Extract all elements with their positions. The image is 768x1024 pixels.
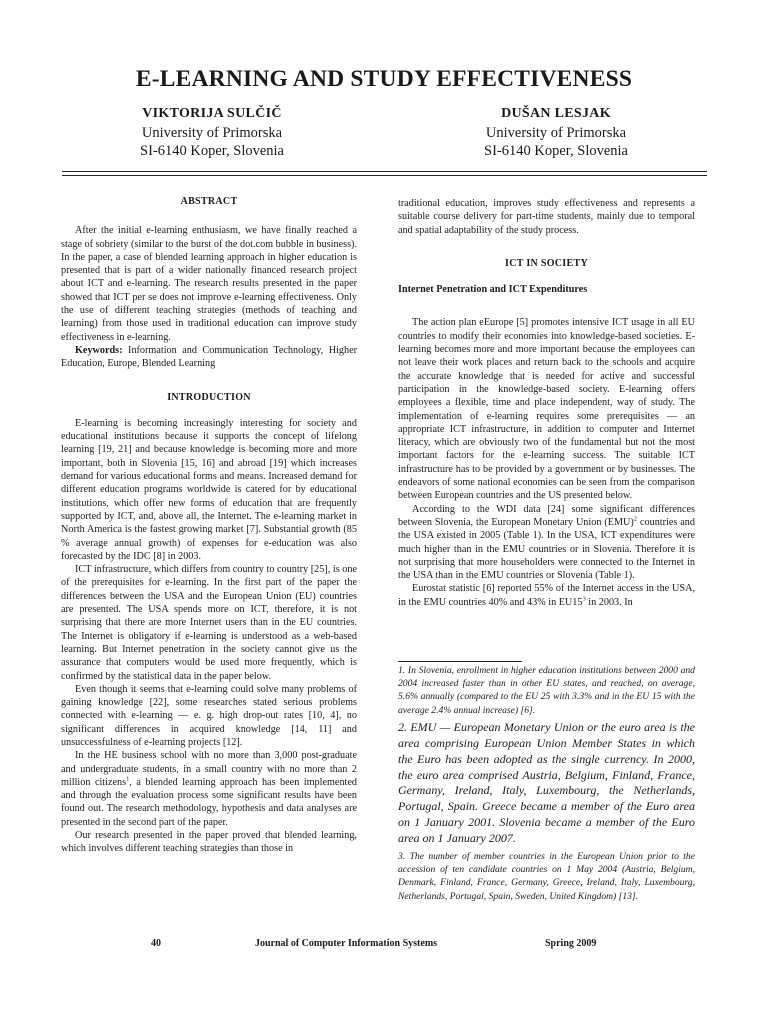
body-paragraph: The action plan eEurope [5] promotes intensive ICT usage in all EU countries to modify their economies into knowledge-based societies. E-learning becomes more and more important because the employees can not leave their work places and return back to the schools and acquire the accurate knowledge that is needed for active and successful participation in the knowledge-based society. E-learning offers employees a flexible, time and place independent, way of study. The implementation of e-learning requires some prerequisites — an appropriate ICT infrastructure, in addition to computer and Internet literacy, which are obviously two of the fundamental but not the most important factors for the e-learning success. The suitable ICT infrastructure has to be provided by a government or by businesses. The endeavors of some national economies can be seen from the comparison between European countries and the US presented below. <box>398 317 695 502</box>
author-address: SI-6140 Koper, Slovenia <box>484 143 628 159</box>
paper-title: E-LEARNING AND STUDY EFFECTIVENESS <box>135 66 633 92</box>
section-heading: ICT IN SOCIETY <box>505 257 588 269</box>
author-block-2 <box>406 105 706 161</box>
author-name: DUŠAN LESJAK <box>501 106 611 121</box>
intro-paragraph: Even though it seems that e-learning could solve many problems of gaining knowledge [22], some researches stated serious problems connected with e-learning — e. g. high drop-out rates [10, 4], no significant differences in acquired knowledge [14, 11] and unsuccessfulness of e-learning projects [12]. <box>61 683 357 748</box>
footnote-ref: 3 <box>582 595 586 603</box>
intro-paragraph: ICT infrastructure, which differs from country to country [25], is one of the prerequisites for e-learning. In the first part of the paper the differences between the USA and the European Union (EU) countries are presented. The USA spends more on ICT, therefore, it is not surprising that there are more Internet users than in the EU countries. The Internet is obligatory if e-learning is understood as a web-based learning. But Internet penetration in the society cannot give us the assurance that computers would be used more frequently, which is confirmed by the statistical data in the paper below. <box>61 564 357 682</box>
journal-name: Journal of Computer Information Systems <box>255 938 438 949</box>
footnote-ref: 2 <box>633 515 638 523</box>
page-number: 40 <box>151 938 161 949</box>
footnote: 3. The number of member countries in the European Union prior to the accession of ten candidate countries on 1 May 2004 (Austria, Belgium, Denmark, Finland, France, Germany, Greece, Ireland, Italy, Luxembourg, Netherlands, Portugal, Spain, Sweden, United Kingdom) [13]. <box>398 851 695 902</box>
intro-paragraph: Our research presented in the paper proved that blended learning, which involves different teaching strategies than those in <box>61 830 357 855</box>
footnote: 1. In Slovenia, enrollment in higher education institutions between 2000 and 2004 increased faster than in other EU states, and reached, on average, 5.6% annually (compared to the EU 25 with 3.3% and in the EU 15 with the average 2.4% annual increase) [6]. <box>398 665 695 716</box>
footnotes <box>398 664 695 906</box>
header-rule <box>62 175 707 176</box>
keywords-text: Information and Communication Technology, Higher Education, Europe, Blended Learning <box>61 344 357 370</box>
abstract-text: After the initial e-learning enthusiasm, we have finally reached a stage of sobriety (similar to the burst of the dot.com bubble in business). In the paper, a case of blended learning approach in higher education is presented that is part of a wider nationally financed research project about ICT and e-learning. The research results presented in the paper showed that ICT per se does not improve e-learning effectiveness. Only the use of different teaching strategies (methods of teaching and learning) from those used in traditional education can improve study effectiveness in e-learning. <box>61 225 357 343</box>
author-affiliation: University of Primorska <box>141 124 283 141</box>
footnote-ref: 1 <box>126 775 130 783</box>
body-paragraph: Eurostat statistic [6] reported 55% of the Internet access in the USA, in the EMU countries 40% and 43% in $EU15^3$ in 2003. In <box>398 583 695 608</box>
intro-paragraph: In the HE business school with no more than 3,000 post-graduate and undergraduate students, in a small country with no more than 2 million citizens$^1$, a blended learning approach has been implemented and through the evaluation process some significant results have been found out. The research methodology, hypothesis and data analyses are presented in the second part of the paper. <box>61 750 357 828</box>
author-name: VIKTORIJA SULČIČ <box>142 106 282 121</box>
footnote: 2. EMU — European Monetary Union or the euro area is the area comprising European Union Member States in which the Euro has been adopted as the single currency. In 2000, the euro area comprised Austria, Belgium, Finland, France, Germany, Ireland, Italy, Luxembourg, the Netherlands, Portugal, Spain. Greece became a member of the Euro area on 1 January 2001. Slovenia became a member of the Euro area on 1 January 2007. <box>398 719 696 846</box>
intro-paragraph: E-learning is becoming increasingly interesting for society and educational institutions because it supports the concept of lifelong learning [19, 21] and because knowledge is becoming more and more important, both in Slovenia [15, 16] and abroad [19] which increases demand for various educational forms and means. Increased demand for different education programs worldwide is catered for by educational institutions, which offer new forms of education that are frequently supported by ICT, and, above all, the Internet. The e-learning market in North America is the fastest growing market [7]. Substantial growth (85 % average annual growth) of expenses for e-education was also forecasted by the IDC [8] in 2003. <box>61 417 357 562</box>
subsection-heading: Internet Penetration and ICT Expenditures <box>398 284 588 296</box>
keywords-label: Keywords: <box>75 344 123 356</box>
right-column <box>398 197 695 609</box>
header-rule <box>62 171 707 172</box>
footnote-rule <box>398 661 522 662</box>
author-address: SI-6140 Koper, Slovenia <box>140 143 284 159</box>
left-column <box>61 195 357 856</box>
body-paragraph: According to the WDI data [24] some significant differences between Slovenia, the European Monetary Union (EMU)$^2$ countries and the USA existed in 2005 (Table 1). In the USA, ICT expenditures were much higher than in the EMU countries or in Slovenia. Therefore it is not surprising that more householders were connected to the Internet in the USA than in the EMU countries or Slovenia (Table 1). <box>398 503 695 582</box>
author-block-1 <box>62 105 362 161</box>
issue-date: Spring 2009 <box>545 938 597 949</box>
author-affiliation: University of Primorska <box>485 124 627 141</box>
abstract-heading: ABSTRACT <box>180 196 238 207</box>
introduction-heading: INTRODUCTION <box>167 391 251 403</box>
keywords-line <box>61 344 357 371</box>
continued-paragraph: traditional education, improves study effectiveness and represents a suitable course delivery for part-time students, mainly due to temporal and spatial adaptability of the study process. <box>398 198 695 236</box>
